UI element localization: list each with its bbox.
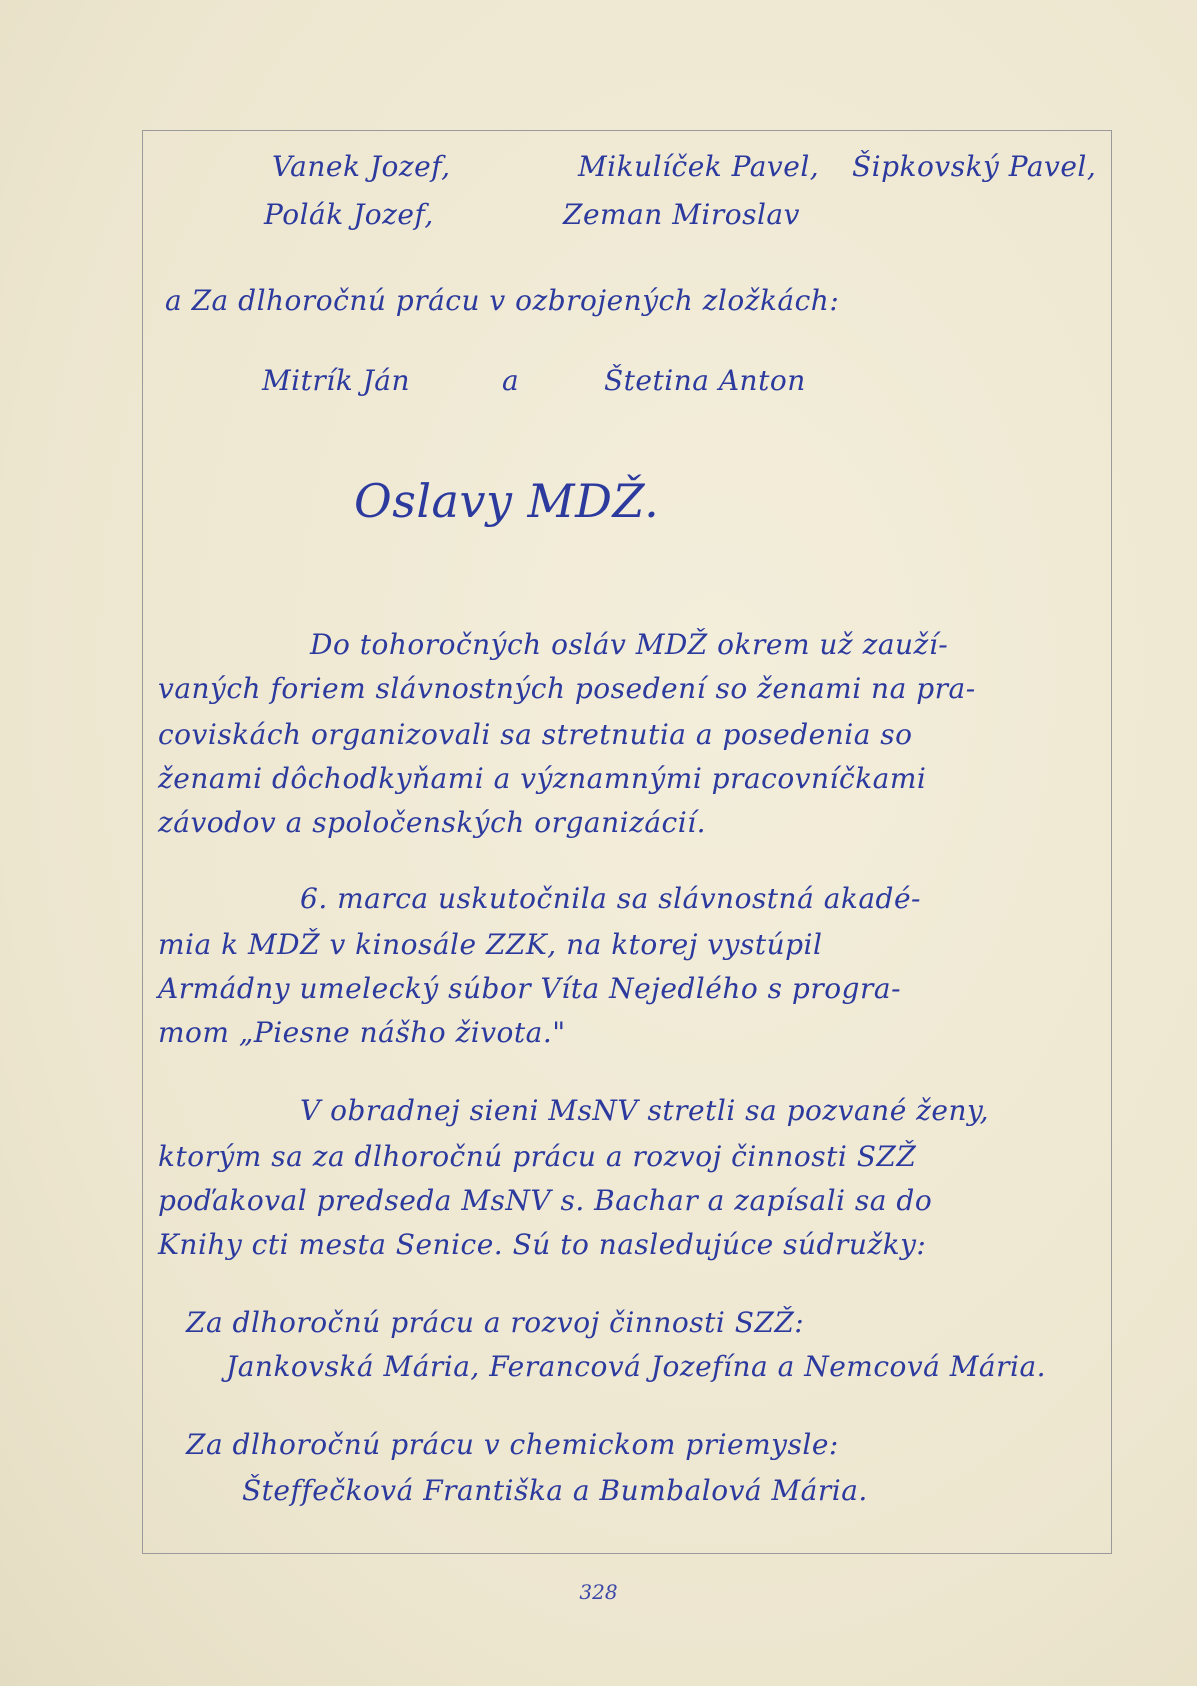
text-line: mom „Piesne nášho života.": [158, 1016, 566, 1049]
section-title: Oslavy MDŽ.: [354, 474, 660, 528]
page-number: 328: [579, 1580, 618, 1604]
text-line: závodov a spoločenských organizácií.: [158, 806, 707, 839]
text-line: Štetina Anton: [604, 364, 806, 397]
text-line: mia k MDŽ v kinosále ZZK, na ktorej vystúpil: [158, 928, 823, 961]
text-line: Do tohoročných osláv MDŽ okrem už zauží-: [310, 628, 949, 661]
text-line: ktorým sa za dlhoročnú prácu a rozvoj činnosti SZŽ: [158, 1140, 917, 1173]
text-line: ženami dôchodkyňami a významnými pracovníčkami: [158, 762, 927, 795]
text-line: Vanek Jozef,: [272, 150, 451, 183]
text-line: coviskách organizovali sa stretnutia a posedenia so: [158, 718, 913, 751]
text-line: V obradnej sieni MsNV stretli sa pozvané ženy,: [300, 1094, 990, 1127]
text-line: Mikulíček Pavel,: [578, 150, 820, 183]
text-line: Zeman Miroslav: [563, 198, 800, 231]
text-line: Knihy cti mesta Senice. Sú to nasledujúce súdružky:: [158, 1228, 927, 1261]
text-line: Jankovská Mária, Ferancová Jozefína a Nemcová Mária.: [226, 1350, 1047, 1383]
text-line: Šteffečková Františka a Bumbalová Mária.: [242, 1474, 868, 1507]
text-line: 6. marca uskutočnila sa slávnostná akadé-: [300, 882, 921, 915]
text-line: Armádny umelecký súbor Víta Nejedlého s progra-: [158, 972, 902, 1005]
text-line: Za dlhoročnú prácu v chemickom priemysle:: [186, 1428, 839, 1461]
page-frame: [142, 130, 1112, 1554]
text-line: poďakoval predseda MsNV s. Bachar a zapísali sa do: [158, 1184, 933, 1217]
text-line: Mitrík Ján: [262, 364, 411, 397]
text-line: a Za dlhoročnú prácu v ozbrojených zložkách:: [165, 284, 840, 317]
text-line: Šipkovský Pavel,: [852, 150, 1097, 183]
text-line: Za dlhoročnú prácu a rozvoj činnosti SZŽ:: [186, 1306, 805, 1339]
text-line: Polák Jozef,: [264, 198, 434, 231]
text-line: vaných foriem slávnostných posedení so ženami na pra-: [158, 672, 976, 705]
text-line: a: [502, 364, 520, 397]
